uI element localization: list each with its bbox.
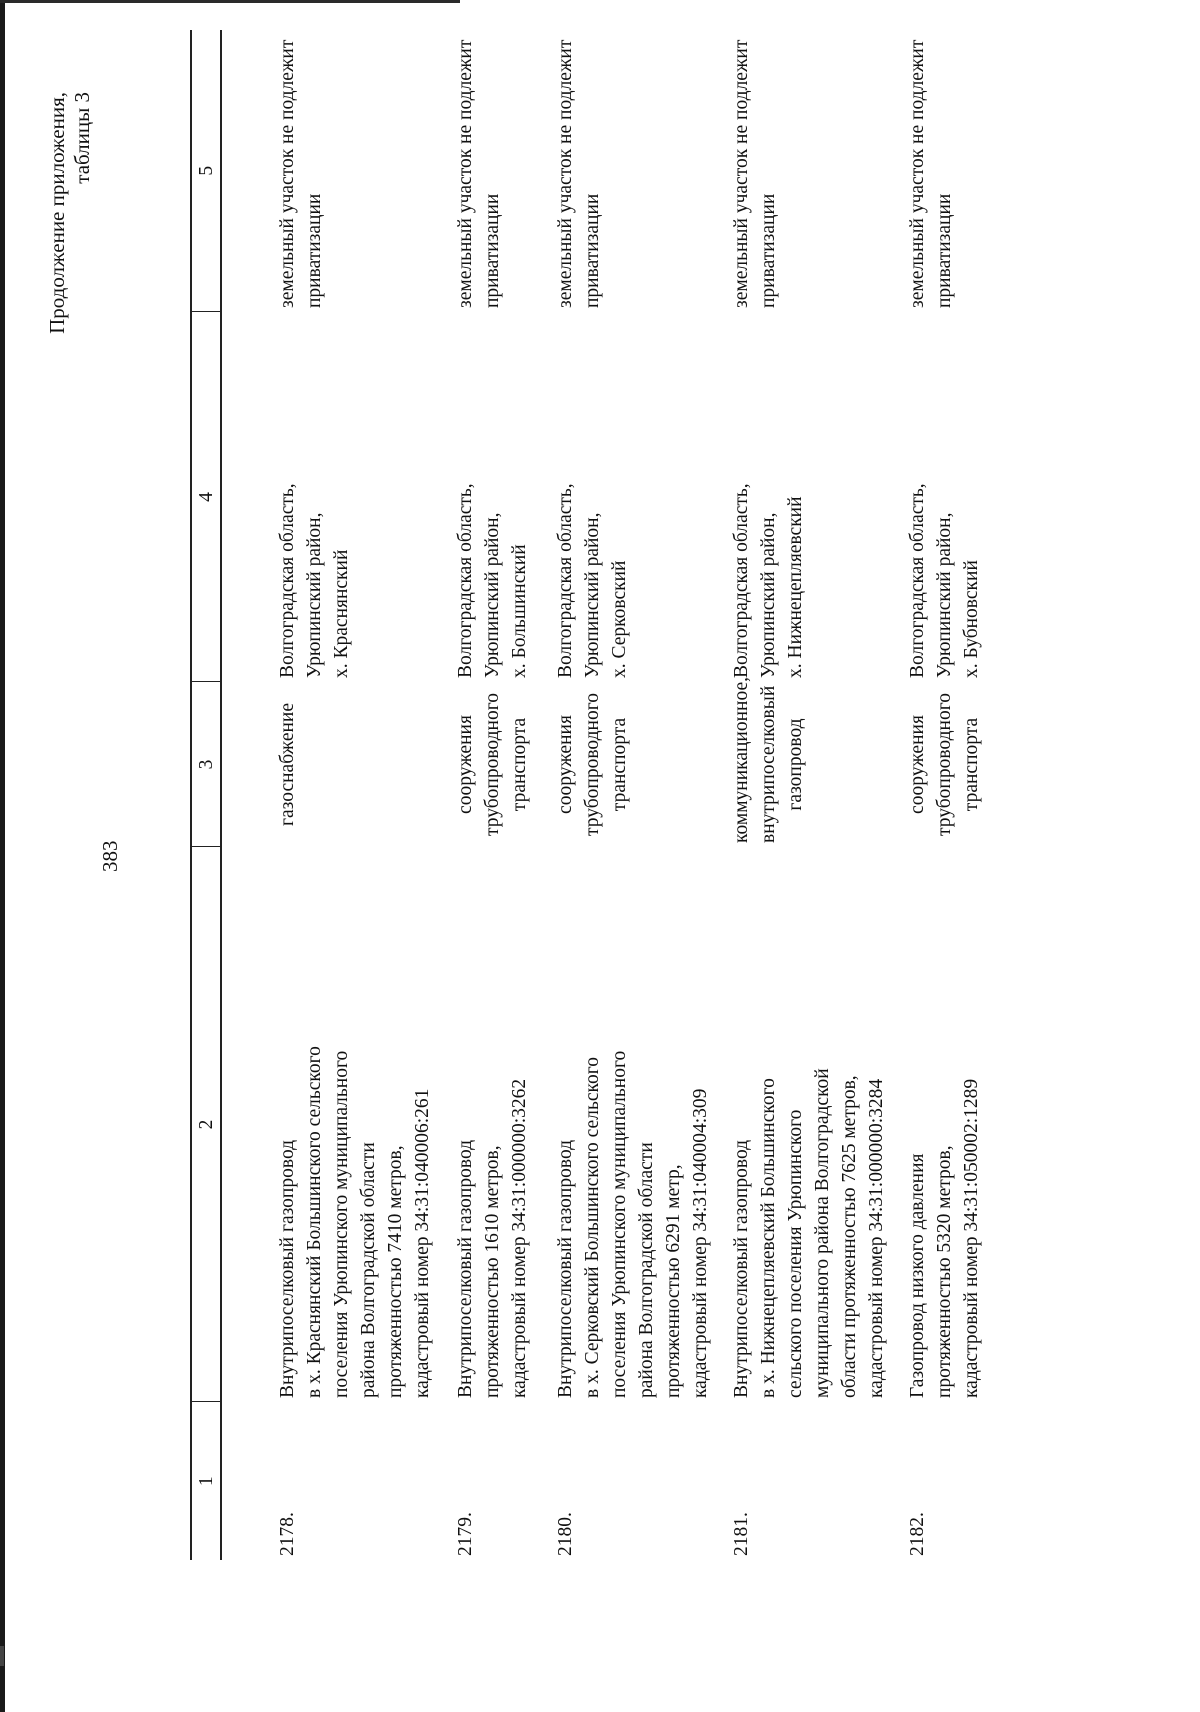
object-kind: газоснабжение <box>277 702 298 827</box>
object-kind: сооружения трубопроводного транспорта <box>907 693 982 836</box>
column-header-3: 3 <box>191 682 221 847</box>
table-row <box>890 30 1014 1560</box>
table-row <box>714 30 890 1560</box>
row-number: 2181. <box>731 1512 752 1556</box>
table-row <box>536 30 714 1560</box>
column-header-5: 5 <box>191 30 221 312</box>
object-kind: коммуникационное, внутрипоселковый газопровод <box>731 676 806 843</box>
object-note: земельный участок не подлежит приватизации <box>907 39 955 308</box>
object-location: Волгоградская область, Урюпинский район, х. Серковский <box>555 483 630 678</box>
object-location: Волгоградская область, Урюпинский район, х. Краснянский <box>277 483 352 678</box>
object-location: Волгоградская область, Урюпинский район, х. Бубновский <box>907 483 982 678</box>
row-number: 2180. <box>555 1512 576 1556</box>
object-kind: сооружения трубопроводного транспорта <box>555 693 630 836</box>
object-note: земельный участок не подлежит приватизации <box>455 39 503 308</box>
continuation-note: Продолжение приложения, таблицы 3 <box>45 92 94 334</box>
column-header-2: 2 <box>191 847 221 1402</box>
object-kind: сооружения трубопроводного транспорта <box>455 693 530 836</box>
object-description: Внутрипоселковый газопровод в х. Серковский Большинского сельского поселения Урюпинского муниципального района Волгоградской области протяженностью 6291 метр, кадастровый номер 34:31:040004:309 <box>555 1050 711 1398</box>
object-description: Газопровод низкого давления протяженностью 5320 метров, кадастровый номер 34:31:050002:1289 <box>907 1078 982 1398</box>
object-description: Внутрипоселковый газопровод в х. Краснянский Большинского сельского поселения Урюпинского муниципального района Волгоградской области протяженностью 7410 метров, кадастровый номер 34:31:040006:261 <box>277 1046 433 1398</box>
object-location: Волгоградская область, Урюпинский район, х. Нижнецепляевский <box>731 483 806 678</box>
object-note: земельный участок не подлежит приватизации <box>555 39 603 308</box>
row-number: 2179. <box>455 1512 476 1556</box>
object-description: Внутрипоселковый газопровод протяженностью 1610 метров, кадастровый номер 34:31:000000:3262 <box>455 1078 530 1398</box>
column-header-4: 4 <box>191 312 221 682</box>
column-header-1: 1 <box>191 1402 221 1560</box>
table-row <box>436 30 536 1560</box>
object-note: земельный участок не подлежит приватизации <box>277 39 325 308</box>
object-note: земельный участок не подлежит приватизации <box>731 39 779 308</box>
page-number: 383 <box>98 840 122 872</box>
row-number: 2178. <box>277 1512 298 1556</box>
table-row <box>221 30 436 1560</box>
property-table <box>190 30 1014 1560</box>
object-location: Волгоградская область, Урюпинский район, х. Большинский <box>455 483 530 678</box>
object-description: Внутрипоселковый газопровод в х. Нижнецепляевский Большинского сельского поселения Урюпинского муниципального района Волгоградской области протяженностью 7625 метров, кадастровый номер 34:31:000000:3284 <box>731 1068 887 1398</box>
header-row <box>191 30 221 1560</box>
row-number: 2182. <box>907 1512 928 1556</box>
